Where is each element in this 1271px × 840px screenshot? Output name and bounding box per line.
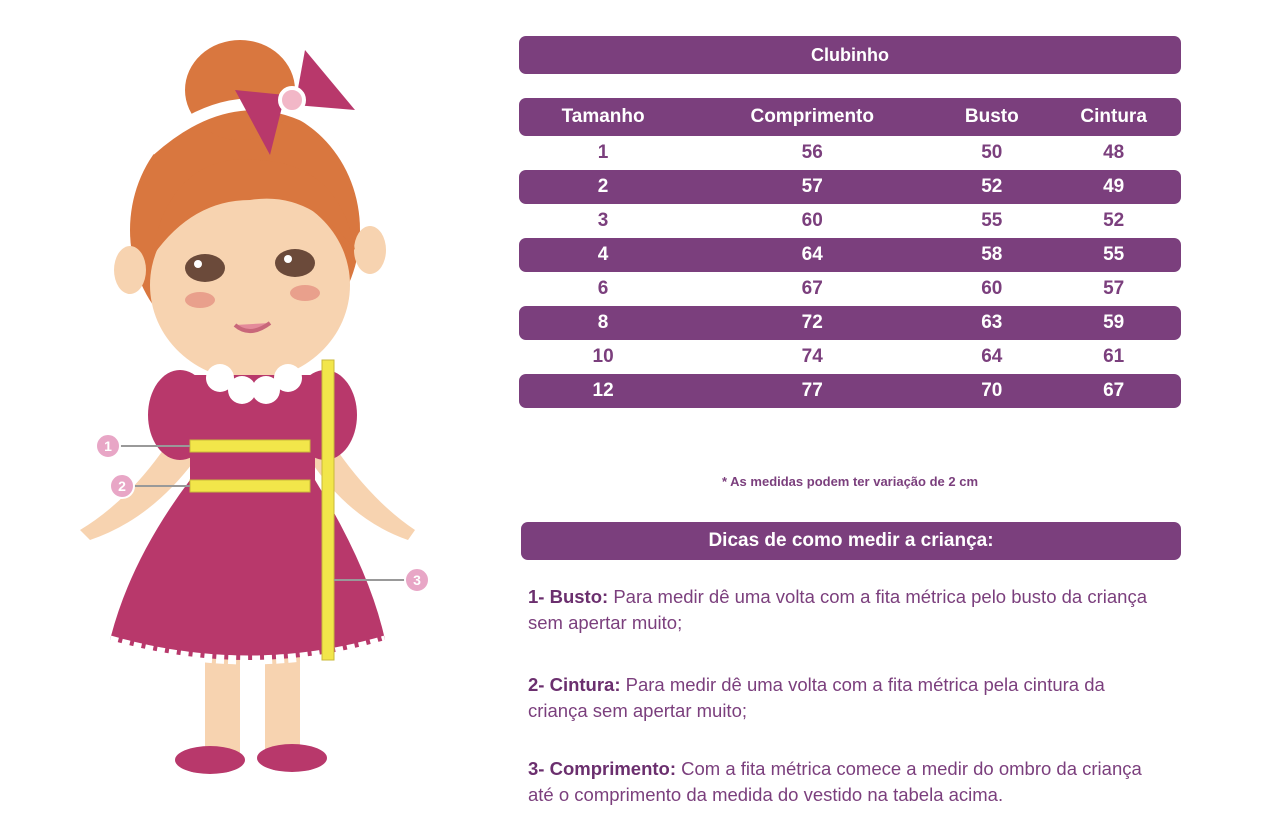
cell: 72 xyxy=(687,306,937,340)
tip-busto xyxy=(528,584,1148,636)
cell: 3 xyxy=(519,204,687,238)
marker-3 xyxy=(405,568,429,592)
cell: 60 xyxy=(687,204,937,238)
cell: 2 xyxy=(519,170,687,204)
cell: 70 xyxy=(937,374,1046,408)
variation-note: * As medidas podem ter variação de 2 cm xyxy=(721,474,978,489)
eye-left xyxy=(185,254,225,282)
header-busto: Busto xyxy=(937,98,1046,136)
waist-tape xyxy=(190,480,310,492)
cell: 49 xyxy=(1046,170,1181,204)
header-comprimento: Comprimento xyxy=(687,98,937,136)
cell: 57 xyxy=(1046,272,1181,306)
table-row xyxy=(519,374,1181,408)
cell: 57 xyxy=(687,170,937,204)
cell: 64 xyxy=(937,340,1046,374)
cell: 52 xyxy=(1046,204,1181,238)
table-row xyxy=(519,340,1181,374)
cheek-right xyxy=(290,285,320,301)
table-row xyxy=(519,238,1181,272)
cell: 52 xyxy=(937,170,1046,204)
leg-left xyxy=(205,650,240,760)
shoe-right xyxy=(257,744,327,772)
tip-label: 2- Cintura: xyxy=(528,674,621,695)
cell: 59 xyxy=(1046,306,1181,340)
svg-text:1: 1 xyxy=(104,438,112,454)
hair-bun xyxy=(185,40,295,140)
header-tamanho: Tamanho xyxy=(519,98,687,136)
cell: 60 xyxy=(937,272,1046,306)
bust-tape xyxy=(190,440,310,452)
tip-comprimento xyxy=(528,756,1148,808)
tip-label: 1- Busto: xyxy=(528,586,609,607)
tip-text: Para medir dê uma volta com a fita métrica pelo busto da criança sem apertar muito; xyxy=(528,586,1147,633)
bow-center xyxy=(280,88,304,112)
tip-cintura xyxy=(528,672,1148,724)
marker-1 xyxy=(96,434,120,458)
cell: 56 xyxy=(687,136,937,170)
cell: 63 xyxy=(937,306,1046,340)
ear-left xyxy=(114,246,146,294)
shoe-left xyxy=(175,746,245,774)
table-header-row xyxy=(519,98,1181,136)
child-measurement-illustration xyxy=(70,30,450,810)
cell: 55 xyxy=(937,204,1046,238)
cell: 10 xyxy=(519,340,687,374)
cell: 58 xyxy=(937,238,1046,272)
cell: 48 xyxy=(1046,136,1181,170)
table-row xyxy=(519,204,1181,238)
header-cintura: Cintura xyxy=(1046,98,1181,136)
svg-text:2: 2 xyxy=(118,478,126,494)
tip-text: Com a fita métrica comece a medir do ombro da criança até o comprimento da medida do vestido na tabela acima. xyxy=(528,758,1142,805)
table-row xyxy=(519,272,1181,306)
tip-text: Para medir dê uma volta com a fita métrica pela cintura da criança sem apertar muito; xyxy=(528,674,1105,721)
ear-right xyxy=(354,226,386,274)
cell: 50 xyxy=(937,136,1046,170)
cell: 6 xyxy=(519,272,687,306)
cell: 4 xyxy=(519,238,687,272)
marker-2 xyxy=(110,474,134,498)
cell: 8 xyxy=(519,306,687,340)
length-tape xyxy=(322,360,334,660)
cell: 1 xyxy=(519,136,687,170)
eye-right xyxy=(275,249,315,277)
table-row xyxy=(519,136,1181,170)
tip-label: 3- Comprimento: xyxy=(528,758,676,779)
table-row xyxy=(519,306,1181,340)
cell: 67 xyxy=(1046,374,1181,408)
cell: 61 xyxy=(1046,340,1181,374)
leg-right xyxy=(265,650,300,760)
cell: 64 xyxy=(687,238,937,272)
svg-text:3: 3 xyxy=(413,572,421,588)
table-row xyxy=(519,170,1181,204)
cell: 12 xyxy=(519,374,687,408)
size-table xyxy=(519,98,1181,408)
cell: 77 xyxy=(687,374,937,408)
cell: 67 xyxy=(687,272,937,306)
cell: 74 xyxy=(687,340,937,374)
tips-heading: Dicas de como medir a criança: xyxy=(521,522,1181,560)
cell: 55 xyxy=(1046,238,1181,272)
cheek-left xyxy=(185,292,215,308)
page-title: Clubinho xyxy=(519,36,1181,74)
